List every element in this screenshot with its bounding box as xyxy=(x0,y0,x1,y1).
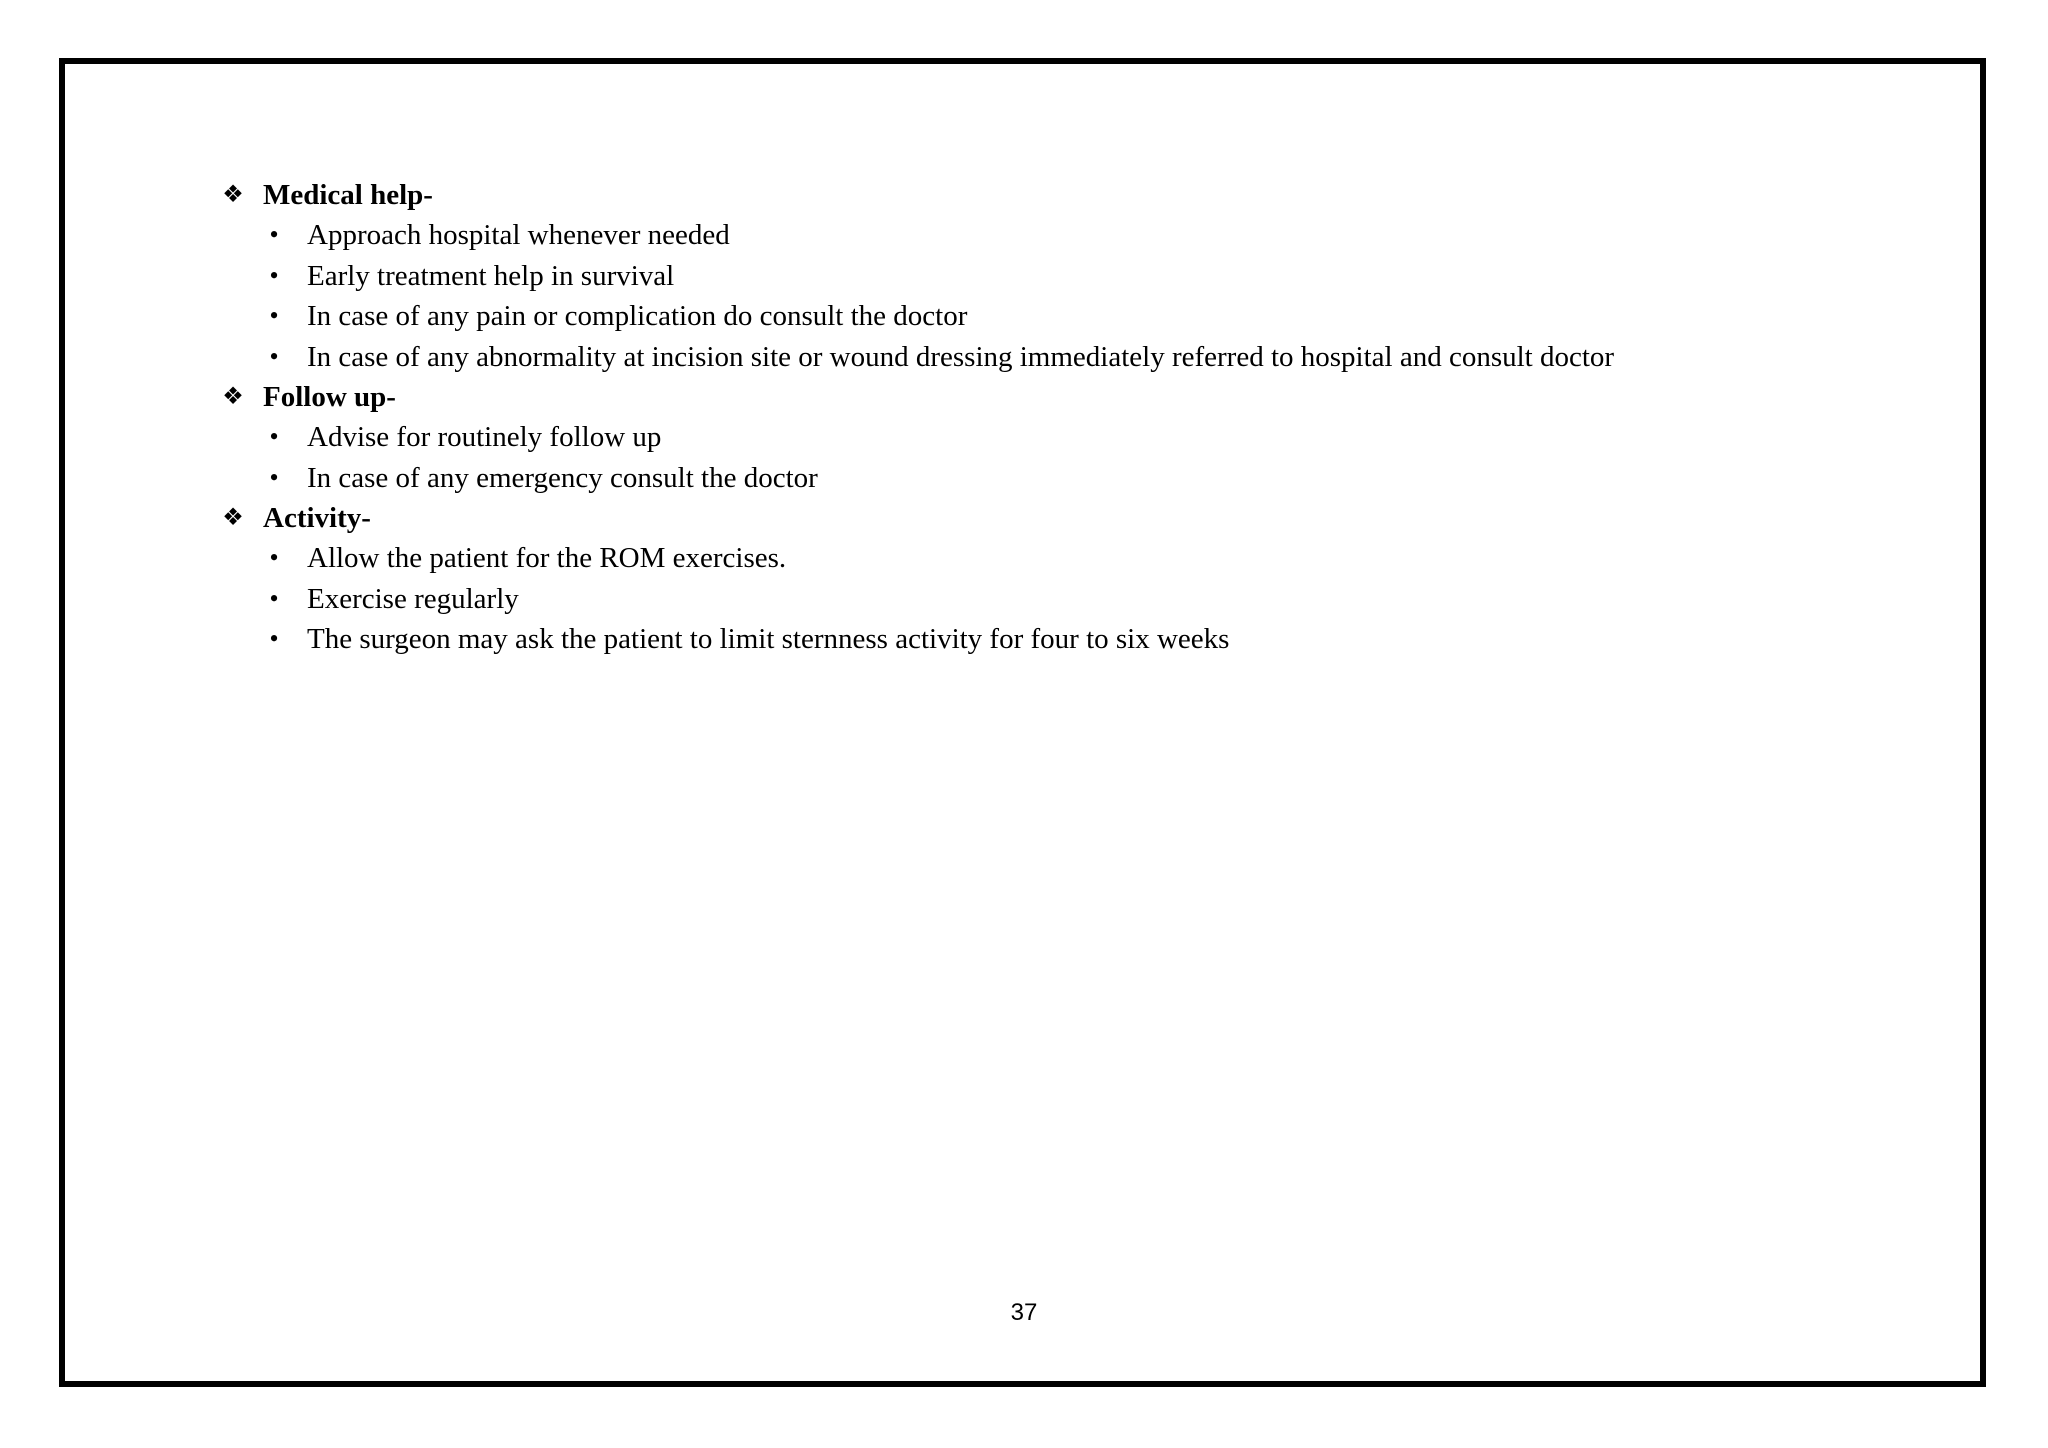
bullet-dot-icon: • xyxy=(269,624,279,653)
list-item xyxy=(219,619,1919,660)
list-item xyxy=(219,296,1919,337)
list-item-text: Exercise regularly xyxy=(307,582,519,615)
section-medical-help xyxy=(219,175,1919,377)
list-item xyxy=(219,538,1919,579)
bullet-dot-icon: • xyxy=(269,583,279,613)
section-heading xyxy=(219,175,1919,215)
list-item xyxy=(219,458,1919,499)
bullet-dot-icon: • xyxy=(269,260,279,290)
list-item xyxy=(219,215,1919,256)
section-heading-text: Activity- xyxy=(263,502,371,534)
list-item-text: In case of any pain or complication do consult the doctor xyxy=(307,300,968,332)
list-item xyxy=(219,579,1919,620)
section-heading xyxy=(219,498,1919,538)
diamond-bullet-icon: ❖ xyxy=(222,505,244,531)
bullet-dot-icon: • xyxy=(269,462,279,492)
section-activity xyxy=(219,498,1919,660)
document-content xyxy=(219,175,1919,660)
bullet-dot-icon: • xyxy=(269,341,279,371)
list-item-text: Advise for routinely follow up xyxy=(307,421,662,453)
list-item xyxy=(219,417,1919,458)
section-heading-text: Medical help- xyxy=(263,179,433,211)
list-item xyxy=(219,337,1919,378)
section-heading-text: Follow up- xyxy=(263,381,396,413)
diamond-bullet-icon: ❖ xyxy=(222,182,244,208)
list-item-text: Allow the patient for the ROM exercises. xyxy=(307,542,787,574)
bullet-dot-icon: • xyxy=(269,220,279,249)
list-item-text: In case of any emergency consult the doctor xyxy=(307,461,818,494)
page-number: 37 xyxy=(1010,1299,1038,1326)
section-heading xyxy=(219,377,1919,417)
list-item-text: Early treatment help in survival xyxy=(307,259,675,292)
bullet-dot-icon: • xyxy=(269,422,279,451)
section-follow-up xyxy=(219,377,1919,498)
list-item-text: The surgeon may ask the patient to limit sternness activity for four to six weeks xyxy=(307,623,1230,655)
diamond-bullet-icon: ❖ xyxy=(222,384,244,410)
list-item-text: In case of any abnormality at incision site or wound dressing immediately referred to hospital and consult doctor xyxy=(307,340,1615,373)
list-item xyxy=(219,256,1919,297)
list-item-text: Approach hospital whenever needed xyxy=(307,219,730,251)
bullet-dot-icon: • xyxy=(269,301,279,330)
bullet-dot-icon: • xyxy=(269,543,279,572)
